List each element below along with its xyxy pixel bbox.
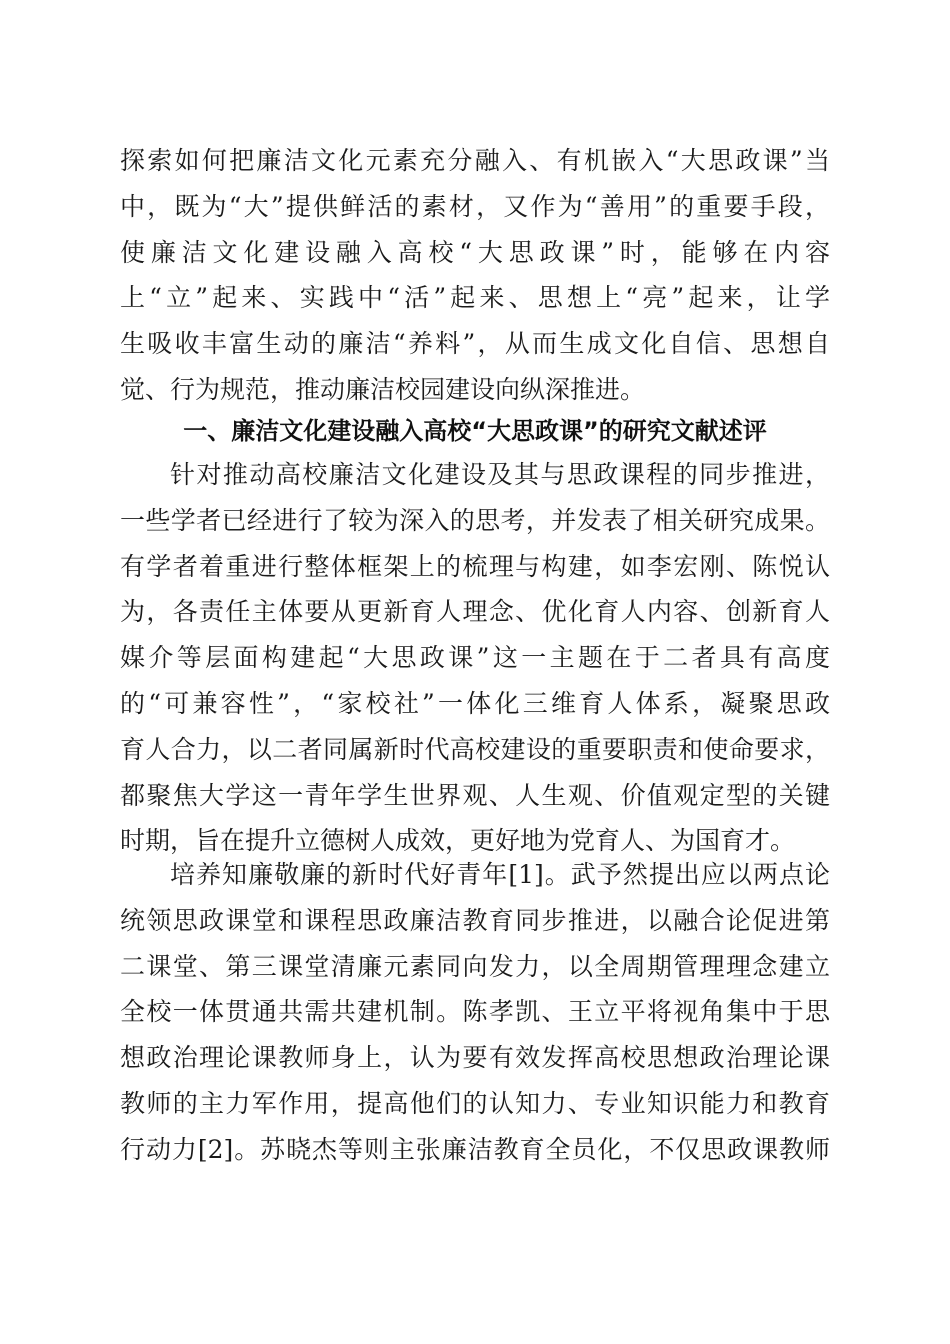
text-line: 都聚焦大学这一青年学生世界观、人生观、价值观定型的关键	[120, 780, 830, 810]
text-line: 探索如何把廉洁文化元素充分融入、有机嵌入“大思政课”当	[120, 146, 830, 175]
text-line: 教师的主力军作用，提高他们的认知力、专业知识能力和教育	[120, 1088, 830, 1118]
text-line: 育人合力，以二者同属新时代高校建设的重要职责和使命要求，	[120, 734, 830, 764]
text-line: 使廉洁文化建设融入高校“大思政课”时，能够在内容	[120, 237, 830, 267]
text-line: 生吸收丰富生动的廉洁“养料”，从而生成文化自信、思想自	[120, 329, 830, 359]
text-line: 行动力[2]。苏晓杰等则主张廉洁教育全员化，不仅思政课教师	[120, 1134, 830, 1164]
text-line: 的“可兼容性”，“家校社”一体化三维育人体系，凝聚思政	[120, 688, 830, 718]
text-line: 觉、行为规范，推动廉洁校园建设向纵深推进。	[120, 374, 646, 404]
section-heading: 一、廉洁文化建设融入高校“大思政课”的研究文献述评	[183, 417, 767, 445]
text-line: 中，既为“大”提供鲜活的素材，又作为“善用”的重要手段，	[120, 191, 830, 221]
text-line: 统领思政课堂和课程思政廉洁教育同步推进，以融合论促进第	[120, 905, 830, 935]
text-line: 一些学者已经进行了较为深入的思考，并发表了相关研究成果。	[120, 505, 830, 535]
text-line: 针对推动高校廉洁文化建设及其与思政课程的同步推进，	[170, 460, 830, 489]
text-line: 想政治理论课教师身上，认为要有效发挥高校思想政治理论课	[120, 1043, 830, 1073]
intro-paragraph	[120, 138, 830, 413]
text-line: 时期，旨在提升立德树人成效，更好地为党育人、为国育才。	[120, 826, 796, 856]
text-line: 培养知廉敬廉的新时代好青年[1]。武予然提出应以两点论	[170, 860, 830, 889]
text-line: 全校一体贯通共需共建机制。陈孝凯、王立平将视角集中于思	[120, 997, 830, 1027]
literature-paragraph-2	[120, 852, 830, 1173]
text-line: 有学者着重进行整体框架上的梳理与构建，如李宏刚、陈悦认	[120, 551, 830, 581]
text-line: 媒介等层面构建起“大思政课”这一主题在于二者具有高度	[120, 643, 830, 673]
text-line: 上“立”起来、实践中“活”起来、思想上“亮”起来，让学	[120, 283, 830, 313]
text-line: 为，各责任主体要从更新育人理念、优化育人内容、创新育人	[120, 597, 830, 627]
text-line: 二课堂、第三课堂清廉元素同向发力，以全周期管理理念建立	[120, 951, 830, 981]
literature-paragraph-1	[120, 452, 830, 864]
